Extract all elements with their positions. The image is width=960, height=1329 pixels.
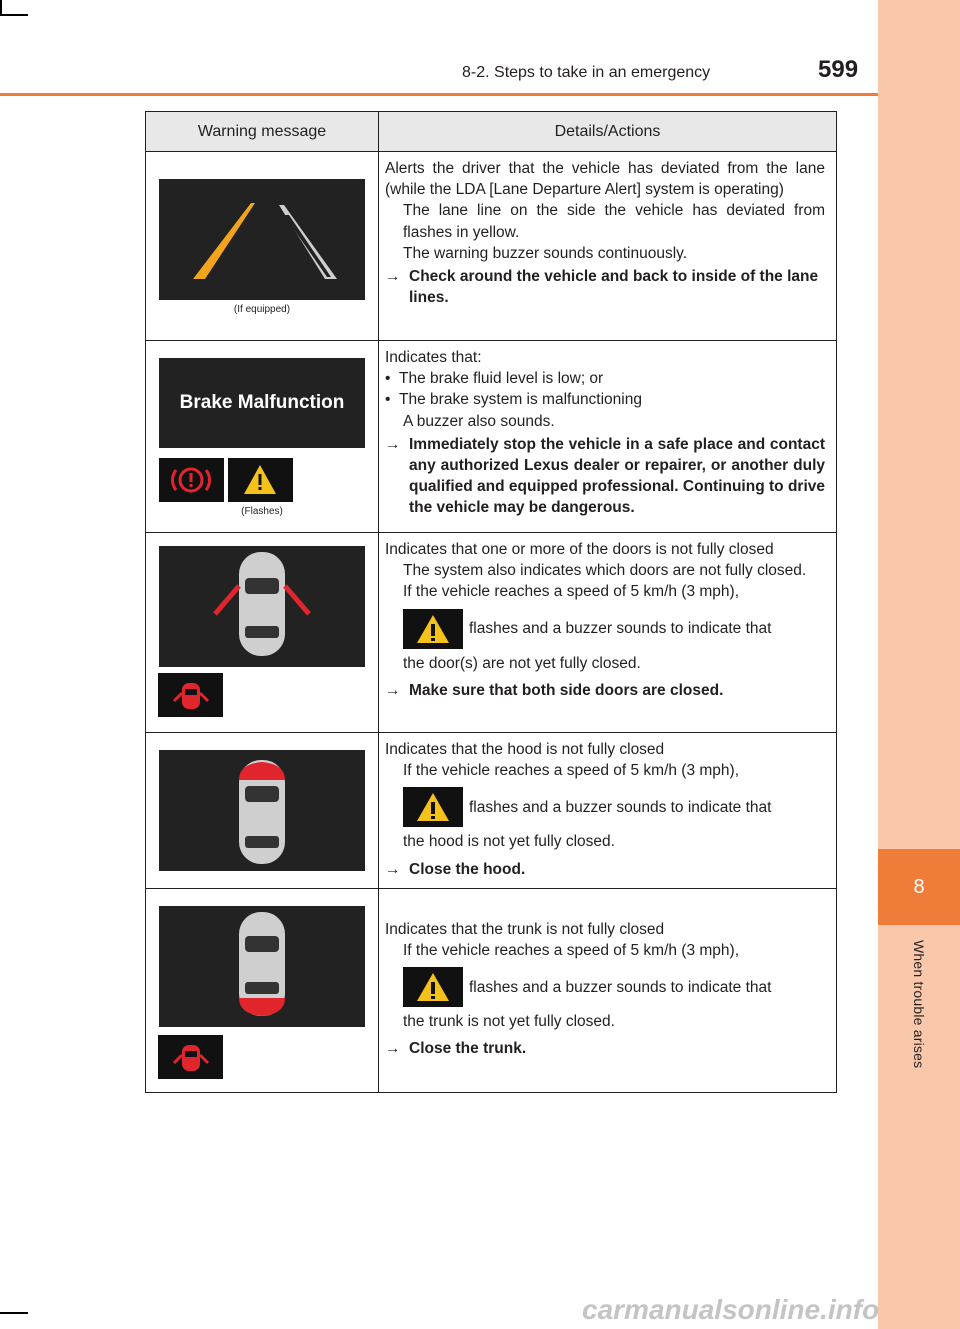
section-title: 8-2. Steps to take in an emergency	[462, 64, 711, 81]
details-cell	[379, 341, 837, 533]
description-text: The lane line on the side the vehicle has deviated from flashes in yellow.	[403, 202, 825, 241]
warning-triangle-icon	[403, 787, 463, 827]
action-text: → Make sure that both side doors are closed.	[385, 680, 825, 701]
brake-warning-icon	[159, 458, 224, 502]
crop-mark	[0, 0, 2, 14]
action-text: → Close the trunk.	[385, 1038, 825, 1059]
car-hood-open-icon	[159, 750, 365, 871]
display-message: Brake Malfunction	[179, 392, 345, 413]
arrow-right-icon: →	[385, 860, 401, 878]
description-text: Indicates that the trunk is not fully closed	[385, 920, 665, 938]
action-text: → Check around the vehicle and back to inside of the lane lines.	[385, 268, 819, 307]
details-cell	[379, 733, 837, 889]
bullet-item: • The brake fluid level is low; or	[385, 370, 604, 388]
lane-lines-icon	[159, 179, 365, 300]
watermark: carmanualsonline.info	[582, 1294, 880, 1325]
car-doors-open-icon	[159, 546, 365, 667]
bullet-item: • The brake system is malfunctioning	[385, 391, 642, 409]
table-row	[146, 533, 837, 733]
table-header-row	[146, 112, 837, 152]
description-text: Alerts the driver that the vehicle has deviated from the lane (while the LDA [Lane Departure Alert] system is operating)	[385, 160, 825, 199]
warning-triangle-icon	[403, 609, 463, 649]
image-caption: (If equipped)	[233, 304, 291, 315]
warning-image-cell	[146, 341, 379, 533]
description-text: A buzzer also sounds.	[403, 412, 555, 430]
description-text: The warning buzzer sounds continuously.	[403, 244, 688, 262]
inline-icon-row	[403, 787, 825, 827]
details-cell	[379, 888, 837, 1092]
table-row	[146, 888, 837, 1092]
details-cell	[379, 152, 837, 341]
arrow-right-icon: →	[385, 268, 401, 286]
crop-mark	[0, 14, 28, 16]
brake-malfunction-display	[159, 358, 365, 448]
description-text: Indicates that the hood is not fully closed	[385, 741, 665, 758]
trunk-open-display	[159, 906, 365, 1027]
lane-departure-display	[159, 179, 365, 300]
description-text: the trunk is not yet fully closed.	[403, 1013, 615, 1031]
chapter-side-tab	[878, 0, 960, 1329]
inline-icon-row	[403, 609, 825, 649]
chapter-number: 8	[878, 849, 960, 925]
description-text: If the vehicle reaches a speed of 5 km/h (3 mph),	[403, 762, 740, 780]
arrow-right-icon: →	[385, 681, 401, 699]
description-text: Indicates that one or more of the doors is not fully closed	[385, 541, 774, 558]
warning-image-cell	[146, 152, 379, 341]
door-warning-icon	[158, 673, 223, 717]
warning-table	[145, 111, 837, 1093]
description-text: The system also indicates which doors are not fully closed.	[403, 562, 807, 580]
details-cell	[379, 533, 837, 733]
page-number: 599	[818, 56, 859, 83]
description-text: If the vehicle reaches a speed of 5 km/h (3 mph),	[403, 583, 740, 601]
image-caption: (Flashes)	[241, 506, 283, 517]
master-warning-icon	[228, 458, 293, 502]
arrow-right-icon: →	[385, 435, 401, 453]
crop-mark	[0, 1312, 28, 1314]
header-rule	[0, 93, 878, 96]
chapter-title: When trouble arises	[911, 940, 927, 1069]
description-text: the door(s) are not yet fully closed.	[403, 654, 641, 672]
description-text: flashes and a buzzer sounds to indicate that	[469, 798, 772, 816]
warning-image-cell	[146, 733, 379, 889]
description-text: Indicates that:	[385, 349, 482, 366]
warning-triangle-icon	[403, 967, 463, 1007]
description-text: the hood is not yet fully closed.	[403, 833, 615, 851]
warning-image-cell	[146, 888, 379, 1092]
table-row	[146, 152, 837, 341]
table-row	[146, 733, 837, 889]
action-text: → Close the hood.	[385, 859, 825, 880]
description-text: flashes and a buzzer sounds to indicate that	[469, 620, 772, 637]
column-header-warning: Warning message	[146, 112, 379, 152]
arrow-right-icon: →	[385, 1040, 401, 1058]
warning-image-cell	[146, 533, 379, 733]
description-text: If the vehicle reaches a speed of 5 km/h (3 mph),	[403, 942, 740, 960]
description-text: flashes and a buzzer sounds to indicate that	[469, 978, 772, 996]
action-text: → Immediately stop the vehicle in a safe place and contact any authorized Lexus dealer or repairer, or another duly qualified and equipped professional. Continuing to drive the vehicle may be dangerous.	[385, 435, 825, 517]
column-header-details: Details/Actions	[379, 112, 837, 152]
inline-icon-row	[403, 967, 825, 1007]
car-trunk-open-icon	[159, 906, 365, 1027]
table-row	[146, 341, 837, 533]
door-open-display	[159, 546, 365, 667]
trunk-warning-icon	[158, 1035, 223, 1079]
hood-open-display	[159, 750, 365, 871]
